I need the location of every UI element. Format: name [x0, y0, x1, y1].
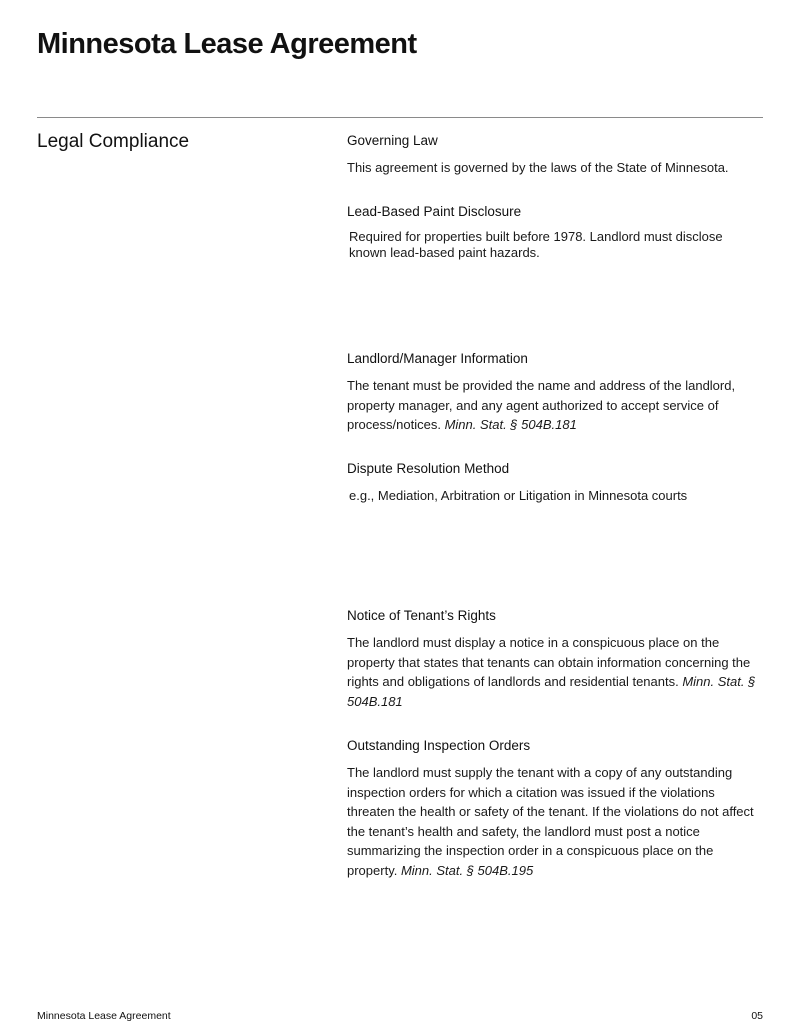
inspection-orders-body: The landlord must supply the tenant with a copy of any outstanding inspection orders for which a citation was issued if the violations threaten the health or safety of the tenant. If the violations do not affect the tenant’s health and safety, the landlord must post a notice summarizing the inspection order in a conspicuous place on the property.: [347, 765, 754, 878]
landlord-info-body: The tenant must be provided the name and address of the landlord, property manager, and any agent authorized to accept service of process/notices.: [347, 378, 736, 433]
footer-document-name: Minnesota Lease Agreement: [37, 1010, 171, 1022]
tenant-rights-text: [347, 633, 763, 711]
tenant-rights-block: [347, 607, 763, 711]
governing-law-block: [347, 132, 763, 178]
dispute-resolution-field[interactable]: e.g., Mediation, Arbitration or Litigation in Minnesota courts: [349, 488, 688, 503]
governing-law-title: Governing Law: [347, 133, 438, 148]
landlord-info-text: [347, 376, 763, 435]
governing-law-text: This agreement is governed by the laws of the State of Minnesota.: [347, 160, 729, 175]
lead-paint-field[interactable]: Required for properties built before 1978. Landlord must disclose known lead-based paint hazards.: [349, 229, 723, 260]
inspection-orders-title: Outstanding Inspection Orders: [347, 738, 531, 753]
dispute-resolution-block: [347, 460, 763, 504]
landlord-info-title: Landlord/Manager Information: [347, 351, 528, 366]
lead-paint-block: [347, 203, 763, 261]
inspection-orders-citation: Minn. Stat. § 504B.195: [400, 862, 534, 878]
landlord-info-citation: Minn. Stat. § 504B.181: [444, 417, 577, 433]
section-heading: Legal Compliance: [37, 131, 190, 152]
header-divider: [37, 117, 763, 118]
tenant-rights-citation: Minn. Stat. § 504B.181: [347, 674, 756, 709]
footer-page-number: 05: [751, 1010, 763, 1022]
document-title: Minnesota Lease Agreement: [37, 28, 417, 60]
tenant-rights-body: The landlord must display a notice in a conspicuous place on the property that states that tenants can obtain information concerning the rights and obligations of landlords and residential tenants.: [347, 635, 751, 690]
dispute-resolution-title: Dispute Resolution Method: [347, 461, 510, 476]
tenant-rights-title: Notice of Tenant’s Rights: [347, 608, 496, 623]
lead-paint-title: Lead-Based Paint Disclosure: [347, 204, 522, 219]
inspection-orders-text: [347, 763, 763, 881]
landlord-info-block: [347, 350, 763, 435]
inspection-orders-block: [347, 737, 763, 881]
